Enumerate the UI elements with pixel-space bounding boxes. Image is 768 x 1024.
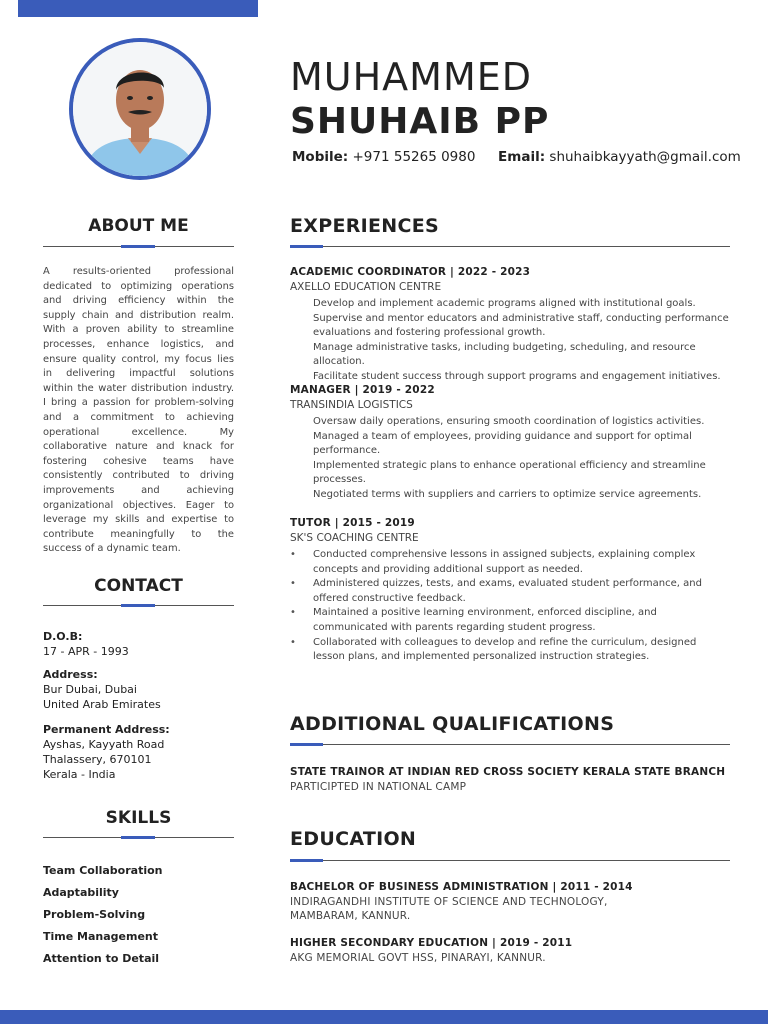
permanent-address-label: Permanent Address: [43, 723, 170, 736]
education-entry [290, 936, 730, 965]
mobile-value: +971 55265 0980 [352, 149, 476, 165]
education-location: MAMBARAM, KANNUR. [290, 910, 411, 922]
job-title: ACADEMIC COORDINATOR | 2022 - 2023 [290, 266, 531, 278]
name-last: SHUHAIB PP [290, 101, 550, 142]
permanent-address-line: Ayshas, Kayyath Road [43, 738, 165, 751]
about-divider [43, 246, 234, 247]
duty-item: Managed a team of employees, providing guidance and support for optimal performance. [313, 430, 692, 457]
dob-value: 17 - APR - 1993 [43, 645, 129, 658]
education-title: EDUCATION [290, 828, 417, 850]
bottom-accent-bar [0, 1010, 768, 1024]
skill-item: Attention to Detail [43, 952, 160, 965]
duty-item: • Administered quizzes, tests, and exams, evaluated student performance, and offered constructive feedback. [313, 577, 730, 606]
duty-item: Implemented strategic plans to enhance operational efficiency and streamline processes. [313, 459, 706, 486]
qualification-sub: PARTICIPTED IN NATIONAL CAMP [290, 781, 467, 793]
address-label: Address: [43, 668, 98, 681]
skills-list [43, 862, 234, 972]
email-value[interactable]: shuhaibkayyath@gmail.com [549, 149, 741, 165]
skill-item: Problem-Solving [43, 908, 146, 921]
experiences-divider [290, 246, 730, 247]
contact-line [292, 149, 741, 165]
qualification-title: STATE TRAINOR AT INDIAN RED CROSS SOCIETY KERALA STATE BRANCH [290, 766, 726, 778]
job-org: TRANSINDIA LOGISTICS [290, 399, 413, 411]
address-block [43, 667, 234, 712]
qualification-entry [290, 765, 730, 794]
skills-divider [43, 837, 234, 838]
job-title: TUTOR | 2015 - 2019 [290, 517, 415, 529]
job-org: AXELLO EDUCATION CENTRE [290, 281, 442, 293]
skill-item: Team Collaboration [43, 864, 163, 877]
top-accent-bar [18, 0, 258, 17]
dob-label: D.O.B: [43, 630, 83, 643]
duty-item: Negotiated terms with suppliers and carriers to optimize service agreements. [313, 488, 702, 500]
duty-item: Develop and implement academic programs aligned with institutional goals. [313, 298, 696, 309]
permanent-address-line: Thalassery, 670101 [43, 753, 152, 766]
job-title: MANAGER | 2019 - 2022 [290, 384, 435, 396]
dob-block [43, 629, 234, 659]
person-icon [73, 42, 207, 176]
education-divider [290, 860, 730, 861]
qualifications-title: ADDITIONAL QUALIFICATIONS [290, 713, 615, 735]
experiences-title: EXPERIENCES [290, 215, 440, 237]
education-entry [290, 880, 730, 923]
duty-item: Supervise and mentor educators and administrative staff, conducting performance evaluations and fostering professional growth. [313, 312, 729, 339]
duty-item: Oversaw daily operations, ensuring smooth coordination of logistics activities. [313, 416, 705, 427]
profile-photo [69, 38, 211, 180]
duty-item: • Conducted comprehensive lessons in assigned subjects, explaining complex concepts and providing additional support as needed. [313, 548, 730, 577]
qualifications-divider [290, 744, 730, 745]
contact-title: CONTACT [94, 576, 183, 596]
about-title: ABOUT ME [88, 216, 189, 236]
education-school: AKG MEMORIAL GOVT HSS, PINARAYI, KANNUR. [290, 952, 546, 964]
education-degree: BACHELOR OF BUSINESS ADMINISTRATION | 2011 - 2014 [290, 881, 633, 893]
contact-divider [43, 605, 234, 606]
job-entry [290, 383, 730, 503]
skills-title: SKILLS [105, 808, 172, 828]
duty-item: Facilitate student success through support programs and engagement initiatives. [313, 370, 721, 382]
education-degree: HIGHER SECONDARY EDUCATION | 2019 - 2011 [290, 937, 573, 949]
job-entry [290, 516, 730, 665]
name-first: MUHAMMED [290, 55, 533, 99]
email-label: Email: [498, 149, 546, 165]
job-org: SK'S COACHING CENTRE [290, 532, 419, 544]
permanent-address-line: Kerala - India [43, 768, 116, 781]
mobile-label: Mobile: [292, 149, 349, 165]
job-entry [290, 265, 730, 385]
duty-item: Manage administrative tasks, including budgeting, scheduling, and resource allocation. [313, 341, 696, 368]
duty-item: • Collaborated with colleagues to develop and refine the curriculum, designed lesson plans, and implemented personalized instruction strategies. [313, 636, 730, 665]
skill-item: Time Management [43, 930, 158, 943]
about-text: A results-oriented professional dedicated to optimizing operations and driving efficiency within the supply chain and distribution realm. With a proven ability to streamline processes, enhance logistics, and ensure quality control, my focus lies in delivering impactful solutions within the water distribution industry. I bring a passion for problem-solving and a commitment to achieving operational excellence. My collaborative nature and knack for fostering cohesive teams have consistently contributed to driving improvements and achieving organizational objectives. Eager to leverage my skills and expertise to contribute meaningfully to the success of a dynamic team. [43, 266, 234, 555]
address-line: Bur Dubai, Dubai [43, 683, 137, 696]
duty-item: • Maintained a positive learning environment, enforced discipline, and communicated with parents regarding student progress. [313, 606, 730, 635]
skill-item: Adaptability [43, 886, 119, 899]
education-school: INDIRAGANDHI INSTITUTE OF SCIENCE AND TECHNOLOGY, [290, 896, 608, 908]
address-line: United Arab Emirates [43, 698, 161, 711]
permanent-address-block [43, 722, 234, 782]
